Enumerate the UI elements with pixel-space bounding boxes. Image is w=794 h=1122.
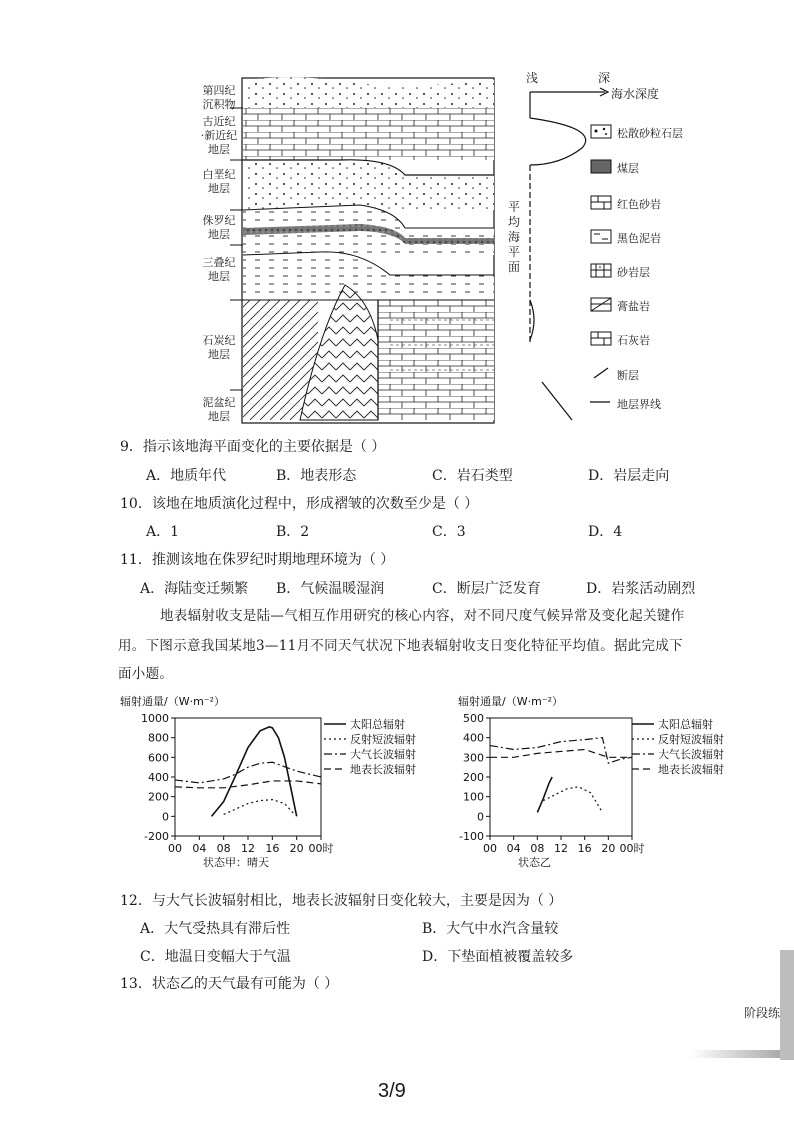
chart-ylabel: 辐射通量/（W·m⁻²） [458,695,564,708]
question-10-option-c: C．3 [432,524,466,540]
question-11-option-b: B．气候温暖湿润 [276,581,385,597]
x-tick-label: 20 [289,842,304,855]
sea-shallow-label: 浅 [526,71,539,85]
series-line [490,749,632,757]
red-sandstone-icon [591,196,611,209]
chart-caption: 状态乙 [518,856,551,869]
legend-label: 黑色泥岩 [617,232,661,245]
question-12-option-a: A．大气受热具有滞后性 [140,921,291,937]
legend-entry: 太阳总辐射 [350,718,405,731]
question-11-option-d: D．岩浆活动剧烈 [586,581,696,597]
question-9-option-a: A．地质年代 [146,468,227,484]
legend-entry: 太阳总辐射 [658,718,713,731]
side-scan-edge [780,950,794,1060]
x-tick-label: 00 [168,842,182,855]
series-line [224,800,294,815]
passage-line-3: 面小题。 [118,666,174,682]
x-tick-label: 04 [506,842,521,855]
legend-entry: 大气长波辐射 [350,748,416,761]
sea-deep-label: 深 [598,71,611,85]
x-tick-label: 00时 [619,842,645,855]
fault-icon [594,368,608,378]
legend-label: 松散砂粒石层 [617,127,683,140]
y-tick-label: -100 [459,830,484,843]
x-tick-label: 00时 [308,842,334,855]
question-12-stem: 12．与大气长波辐射相比，地表长波辐射日变化较大，主要是因为（ ） [120,893,563,909]
strata-layers [242,77,494,423]
legend-entry: 反射短波辐射 [350,733,416,746]
y-tick-label: 800 [148,731,169,745]
black-mudstone-icon [591,230,611,243]
legend-label: 煤层 [617,162,639,175]
strata-label-cretaceous: 白垩纪 地层 [202,168,236,195]
legend-label: 膏盐岩 [617,300,650,313]
gypsum-icon [591,298,611,311]
series-line [537,777,552,812]
x-tick-label: 00 [483,842,497,855]
legend-entry: 地表长波辐射 [350,763,416,776]
passage-line-2: 用。下图示意我国某地3—11月不同天气状况下地表辐射收支日变化特征平均值。据此完成下 [118,638,683,654]
question-13-stem: 13．状态乙的天气最有可能为（ ） [120,976,339,992]
page-number: 3/9 [378,1080,406,1102]
sandstone-icon [591,264,611,277]
series-line [212,727,297,816]
legend-label: 红色砂岩 [617,198,661,211]
y-tick-label: 500 [463,712,484,725]
x-tick-label: 08 [530,842,545,855]
y-tick-label: -200 [144,830,169,843]
strata-label-paleogene-neogene: 古近纪 ·新近纪 地层 [200,115,238,156]
loose-gravel-icon [591,125,611,138]
question-10-option-a: A．1 [146,524,180,540]
plot-frame [175,718,321,836]
legend-label: 砂岩层 [617,266,650,279]
question-9-stem: 9．指示该地海平面变化的主要依据是（ ） [120,439,386,455]
question-11-option-a: A．海陆变迁频繁 [140,581,249,597]
plot-frame [490,718,632,836]
y-tick-label: 200 [463,771,484,784]
question-10-option-d: D．4 [588,524,623,540]
question-10-option-b: B．2 [276,524,310,540]
sea-level-label: 平均海平面 [508,200,521,274]
question-9-option-d: D．岩层走向 [588,468,670,484]
y-tick-label: 300 [463,751,484,765]
question-11-stem: 11．推测该地在侏罗纪时期地理环境为（ ） [120,552,395,568]
limestone-icon [591,332,611,345]
legend-entry: 地表长波辐射 [658,763,724,776]
x-tick-label: 04 [192,842,207,855]
series-line [543,787,602,813]
chart-ylabel: 辐射通量/（W·m⁻²） [120,695,226,708]
x-tick-label: 16 [577,842,592,855]
x-tick-label: 20 [601,842,616,855]
strata-label-carboniferous: 石炭纪 地层 [202,334,236,361]
x-tick-label: 16 [265,842,280,855]
legend-label: 地层界线 [617,398,661,411]
question-9-option-b: B．地表形态 [276,468,357,484]
stratigraphic-column [0,0,794,440]
y-tick-label: 1000 [141,712,169,725]
boundary-ticks [230,108,243,390]
legend-icons [590,124,612,414]
chart-caption: 状态甲：晴天 [203,856,269,869]
passage-line-1: 地表辐射收支是陆—气相互作用研究的核心内容，对不同尺度气候异常及变化起关键作 [160,608,685,624]
question-12-option-c: C．地温日变幅大于气温 [140,949,291,965]
y-tick-label: 600 [148,751,169,765]
y-tick-label: 0 [162,810,169,824]
y-tick-label: 0 [477,810,484,824]
side-fragment-text: 阶段练 [744,1006,781,1020]
series-line [175,762,321,783]
strata-label-triassic: 三叠纪 地层 [202,256,236,283]
strata-label-quaternary: 第四纪 沉积物 [202,84,236,111]
legend-entry: 反射短波辐射 [658,733,724,746]
series-line [490,738,632,764]
bottom-scan-smudge [690,1050,780,1058]
x-tick-label: 08 [216,842,231,855]
legend-label: 石灰岩 [617,334,650,347]
y-tick-label: 400 [148,771,169,784]
chart-state-b [440,690,780,870]
x-tick-label: 12 [241,842,255,855]
question-10-stem: 10．该地在地质演化过程中，形成褶皱的次数至少是（ ） [120,496,479,512]
question-11-option-c: C．断层广泛发育 [432,581,541,597]
coal-icon [591,160,611,173]
strata-label-devonian: 泥盆纪 地层 [202,396,236,423]
y-tick-label: 400 [463,731,484,745]
question-9-option-c: C．岩石类型 [432,468,513,484]
strata-label-jurassic: 侏罗纪 地层 [202,214,236,241]
sea-depth-label: 海水深度 [611,87,660,101]
legend-entry: 大气长波辐射 [658,748,724,761]
y-tick-label: 200 [148,790,169,804]
question-12-option-d: D．下垫面植被覆盖较多 [422,949,574,965]
question-12-option-b: B．大气中水汽含量较 [422,921,559,937]
x-tick-label: 12 [554,842,568,855]
legend-label: 断层 [617,369,639,382]
series-line [175,781,321,788]
y-tick-label: 100 [463,790,484,804]
chart-sunny [120,690,450,870]
